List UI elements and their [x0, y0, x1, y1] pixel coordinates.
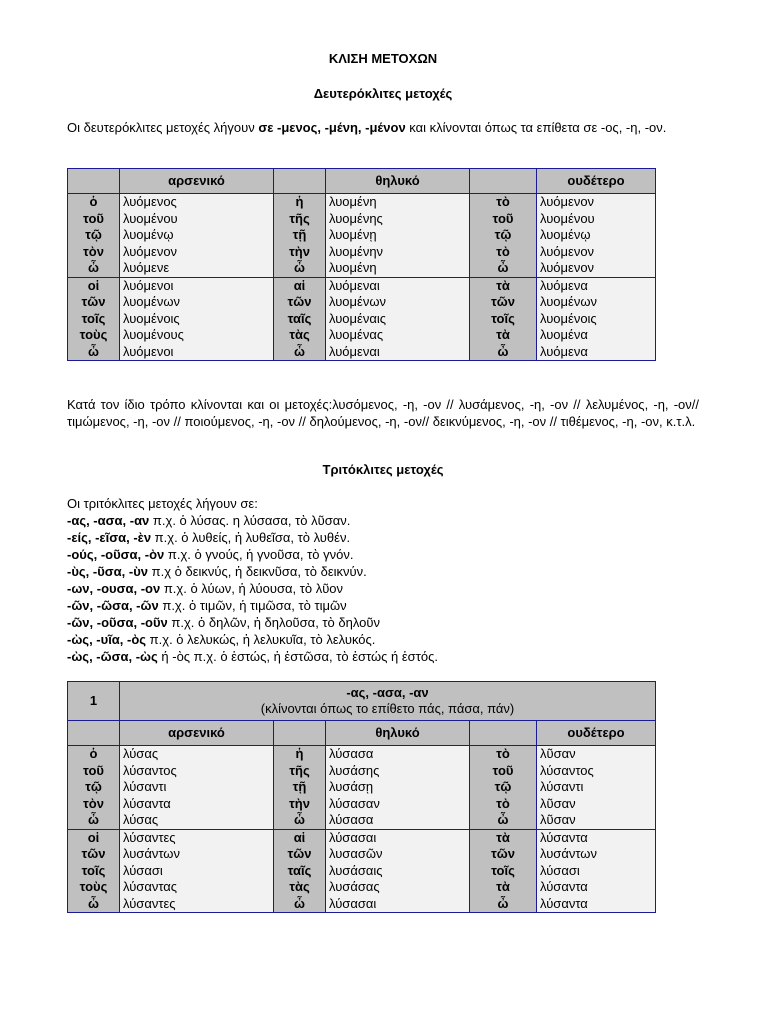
declension-table-second	[67, 168, 656, 361]
ending-example: π.χ. ὁ λύσας. η λύσασα, τὸ λῦσαν.	[149, 513, 351, 528]
section-heading-second-declension: Δευτερόκλιτες μετοχές	[313, 86, 453, 101]
article-cell	[68, 194, 120, 278]
article: ἡ	[295, 746, 304, 761]
intro-endings: σε -μενος, -μένη, -μένον	[258, 120, 406, 135]
participle-form: λύσας	[123, 746, 159, 761]
article: τοῖς	[81, 310, 106, 326]
participle-form: λυόμενα	[540, 343, 588, 359]
article: ἡ	[295, 194, 304, 209]
participle-form: λυομένων	[123, 294, 180, 309]
article: ὦ	[294, 260, 305, 275]
participle-form: λύσαντα	[540, 829, 588, 845]
participle-form: λύσασι	[123, 862, 163, 878]
plural-row	[68, 829, 656, 913]
intro-paragraph	[67, 119, 699, 136]
article: ὦ	[294, 343, 305, 359]
article: τὸ	[496, 795, 510, 811]
intro-text-end: και κλίνονται όπως τα επίθετα σε -ος, -η, -ον.	[405, 120, 667, 135]
list-item	[67, 614, 699, 631]
ending-forms: -ων, -ουσα, -ον	[67, 581, 161, 596]
article-cell	[274, 277, 326, 361]
participle-form: λύσαντι	[123, 779, 167, 794]
participle-form: λύσασα	[329, 746, 374, 761]
participle-form: λυομένου	[123, 210, 178, 226]
participle-form: λυσάντων	[123, 846, 180, 861]
participle-form: λυσάσας	[329, 879, 380, 894]
ending-forms: -ῶν, -ῶσα, -ῶν	[67, 598, 159, 613]
article: τὴν	[289, 243, 310, 259]
article: τῷ	[494, 227, 512, 242]
participle-form: λυόμενον	[540, 194, 595, 209]
article: τοὺς	[79, 879, 108, 894]
list-intro: Οι τριτόκλιτες μετοχές λήγουν σε:	[67, 496, 258, 511]
list-item	[67, 546, 699, 563]
ending-example: ή -ὸς π.χ. ὁ ἑστώς, ἡ ἑστῶσα, τὸ ἑστώς ή ἑστός.	[157, 649, 438, 664]
article: τὸ	[496, 194, 510, 209]
header-masculine: αρσενικό	[120, 169, 274, 194]
article: τὸν	[83, 243, 104, 259]
intro-text: Οι δευτερόκλιτες μετοχές λήγουν	[67, 120, 259, 135]
participle-form: λυομένοις	[123, 310, 180, 326]
participle-form: λυόμενε	[123, 260, 170, 275]
participle-form: λύσαντες	[123, 895, 176, 911]
form-cell	[326, 746, 470, 830]
list-item	[67, 597, 699, 614]
article-cell	[274, 829, 326, 913]
participle-form: λυομένῃ	[329, 227, 377, 242]
header-feminine: θηλυκό	[326, 169, 470, 194]
article-cell	[68, 829, 120, 913]
form-cell	[120, 194, 274, 278]
article-cell	[68, 277, 120, 361]
article: τῇ	[292, 779, 307, 794]
participle-form: λύσαντες	[123, 829, 176, 845]
header-masculine: αρσενικό	[120, 721, 274, 746]
article: ὦ	[88, 343, 99, 359]
article-cell	[68, 746, 120, 830]
article: τὰ	[496, 879, 510, 894]
participle-form: λυσάσῃ	[329, 779, 374, 794]
article: ὦ	[497, 895, 509, 911]
article: τὰ	[496, 829, 510, 845]
participle-form: λυόμεναι	[329, 277, 380, 293]
form-cell	[537, 194, 656, 278]
participle-form: λυόμενα	[540, 277, 588, 293]
article-cell	[470, 746, 537, 830]
article: τοῦ	[83, 762, 104, 778]
participle-form: λύσαντος	[123, 762, 177, 778]
participle-form: λῦσαν	[540, 746, 576, 761]
article-cell	[470, 194, 537, 278]
ending-forms: -ὺς, -ῦσα, -ὺν	[67, 564, 149, 579]
article-cell	[274, 194, 326, 278]
article: τῷ	[85, 227, 102, 242]
participle-form: λυομένῳ	[540, 227, 591, 242]
article: ὦ	[294, 812, 305, 827]
participle-form: λυομένην	[329, 243, 384, 259]
article: τοῖς	[81, 862, 106, 878]
list-item	[67, 631, 699, 648]
participle-form: λυομένα	[540, 327, 588, 342]
singular-row	[68, 746, 656, 830]
participle-form: λύσασαι	[329, 895, 377, 911]
ending-example: π.χ. ὁ τιμῶν, ἡ τιμῶσα, τὸ τιμῶν	[158, 598, 347, 613]
article: οἱ	[87, 277, 100, 293]
ending-example: π.χ. ὁ λυθείς, ἡ λυθεῖσα, τὸ λυθέν.	[151, 530, 351, 545]
participle-form: λύσαντα	[540, 879, 588, 894]
participle-form: λυσασῶν	[329, 846, 383, 861]
article: ταῖς	[287, 862, 312, 878]
participle-form: λύσαντος	[540, 762, 594, 778]
table-header-row	[68, 721, 656, 746]
participle-form: λυόμενον	[123, 243, 178, 259]
form-cell	[537, 829, 656, 913]
header-feminine: θηλυκό	[326, 721, 470, 746]
article: τὰς	[289, 327, 310, 342]
article: ὦ	[497, 260, 509, 275]
form-cell	[537, 277, 656, 361]
endings-items	[67, 512, 699, 665]
participle-form: λυομένων	[540, 294, 597, 309]
participle-form: λυομένου	[540, 210, 595, 226]
ending-forms: -ὼς, -υῖα, -ὸς	[67, 632, 147, 647]
participle-form: λύσασα	[329, 812, 374, 827]
article: τὰ	[496, 327, 510, 342]
article: ὦ	[88, 895, 99, 911]
similar-participles-paragraph: Κατά τον ίδιο τρόπο κλίνονται και οι μετοχές:λυσόμενος, -η, -ον // λυσάμενος, -η, -ον // λελυμένος, -η, -ον// τιμώμενος, -η, -ον // ποιούμενος, -η, -ον // δηλούμενος, -η, -ον// δεικνύμενος, -η, -ον // τιθέμενος, -η, -ον, κ.τ.λ.	[67, 397, 699, 429]
article-cell	[470, 277, 537, 361]
participle-form: λύσασαν	[329, 795, 380, 811]
participle-form: λυόμενος	[123, 194, 177, 209]
participle-form: λυομένῳ	[123, 227, 174, 242]
participle-form: λύσασαι	[329, 829, 377, 845]
table-header-row	[68, 169, 656, 194]
article: τῶν	[490, 846, 515, 861]
article: τῶν	[490, 294, 515, 309]
article: τῶν	[81, 846, 106, 861]
article: αἱ	[293, 829, 306, 845]
ending-example: π.χ. ὁ γνούς, ἡ γνοῦσα, τὸ γνόν.	[164, 547, 354, 562]
ending-forms: -ούς, -οῦσα, -ὸν	[67, 547, 165, 562]
participle-form: λυομένους	[123, 327, 184, 342]
article: αἱ	[293, 277, 306, 293]
article-cell	[274, 746, 326, 830]
ending-forms: -ῶν, -οῦσα, -οῦν	[67, 615, 168, 630]
participle-form: λυσάσης	[329, 762, 380, 778]
article: ταῖς	[287, 310, 312, 326]
ending-header-row	[68, 682, 656, 721]
participle-form: λύσαντι	[540, 779, 584, 794]
plural-row	[68, 277, 656, 361]
form-cell	[326, 277, 470, 361]
article: οἱ	[87, 829, 100, 845]
participle-form: λυομένας	[329, 327, 384, 342]
article: τῆς	[289, 210, 310, 226]
article: τὴν	[289, 795, 310, 811]
page-title: ΚΛΙΣΗ ΜΕΤΟΧΩΝ	[328, 51, 438, 66]
participle-form: λυόμενον	[540, 243, 595, 259]
ending-example: π.χ. ὁ λελυκώς, ἡ λελυκυῖα, τὸ λελυκός.	[146, 632, 376, 647]
article: τῇ	[292, 227, 307, 242]
participle-form: λυόμενον	[540, 260, 595, 275]
ending-note: (κλίνονται όπως το επίθετο πάς, πάσα, πάν)	[260, 701, 515, 716]
participle-form: λῦσαν	[540, 795, 576, 811]
participle-form: λυομένης	[329, 210, 383, 226]
article: τὸ	[496, 746, 510, 761]
participle-form: λυόμεναι	[329, 343, 380, 359]
list-item	[67, 529, 699, 546]
participle-form: λυομένη	[329, 260, 377, 275]
list-item	[67, 512, 699, 529]
participle-form: λυομένων	[329, 294, 386, 309]
form-cell	[120, 746, 274, 830]
article: ὦ	[497, 812, 509, 827]
form-cell	[120, 277, 274, 361]
article: τὰς	[289, 879, 310, 894]
article: τῷ	[85, 779, 102, 794]
article: τοῦ	[83, 210, 104, 226]
endings-list	[67, 495, 699, 665]
ending-forms: -ας, -ασα, -αν	[67, 513, 150, 528]
ending-forms: -ὼς, -ῶσα, -ὼς	[67, 649, 158, 664]
article: τῷ	[494, 779, 512, 794]
article: τὸν	[83, 795, 104, 811]
table-number: 1	[68, 682, 120, 721]
participle-form: λυσάντων	[540, 846, 597, 861]
article: τῶν	[287, 846, 312, 861]
list-item	[67, 563, 699, 580]
form-cell	[326, 194, 470, 278]
participle-form: λυσάσαις	[329, 862, 383, 878]
list-item	[67, 648, 699, 665]
participle-form: λύσασι	[540, 862, 580, 878]
article: ὦ	[88, 812, 99, 827]
article: τοῦ	[492, 210, 514, 226]
article: ὦ	[88, 260, 99, 275]
article: ὁ	[89, 746, 98, 761]
participle-form: λυόμενοι	[123, 277, 174, 293]
ending-title: -ας, -ασα, -αν	[346, 684, 429, 700]
participle-form: λύσαντα	[123, 795, 171, 811]
form-cell	[326, 829, 470, 913]
article-cell	[470, 829, 537, 913]
section-heading-third-declension: Τριτόκλιτες μετοχές	[322, 462, 444, 477]
participle-form: λύσας	[123, 812, 159, 827]
list-item	[67, 580, 699, 597]
article: τοῖς	[491, 310, 515, 326]
article: ὦ	[294, 895, 305, 911]
ending-heading	[120, 682, 656, 721]
article: ὦ	[497, 343, 509, 359]
participle-form: λυόμενοι	[123, 343, 174, 359]
ending-example: π.χ ὁ δεικνύς, ἡ δεικνῦσα, τὸ δεικνύν.	[148, 564, 367, 579]
form-cell	[537, 746, 656, 830]
article: τὸ	[496, 243, 510, 259]
ending-forms: -είς, -εῖσα, -ὲν	[67, 530, 152, 545]
article: τὰ	[496, 277, 510, 293]
article: τοὺς	[79, 327, 108, 342]
article: τοῦ	[492, 762, 514, 778]
article: τῶν	[287, 294, 312, 309]
participle-form: λυομένη	[329, 194, 377, 209]
participle-form: λύσαντα	[540, 895, 588, 911]
article: τῆς	[289, 762, 310, 778]
article: τῶν	[81, 294, 106, 309]
ending-example: π.χ. ὁ δηλῶν, ἡ δηλοῦσα, τὸ δηλοῦν	[167, 615, 381, 630]
article: ὁ	[89, 194, 98, 209]
singular-row	[68, 194, 656, 278]
declension-table-third	[67, 681, 656, 913]
participle-form: λῦσαν	[540, 812, 576, 827]
participle-form: λύσαντας	[123, 879, 178, 894]
article: τοῖς	[491, 862, 515, 878]
form-cell	[120, 829, 274, 913]
participle-form: λυομένοις	[540, 310, 597, 326]
participle-form: λυομέναις	[329, 310, 386, 326]
header-neuter: ουδέτερο	[537, 721, 656, 746]
header-neuter: ουδέτερο	[537, 169, 656, 194]
ending-example: π.χ. ὁ λύων, ἡ λύουσα, τὸ λῦον	[160, 581, 344, 596]
